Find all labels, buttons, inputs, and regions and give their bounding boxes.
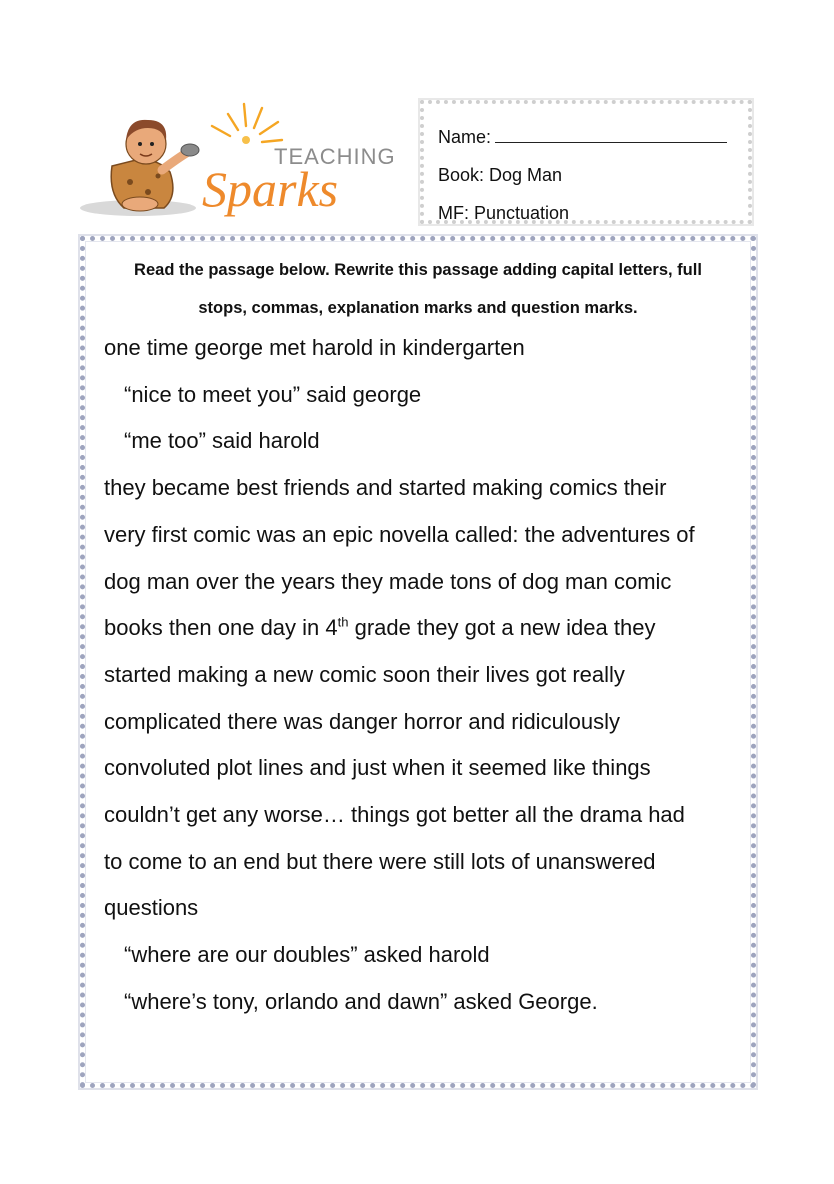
passage-line: “where’s tony, orlando and dawn” asked George. (124, 988, 598, 1014)
student-info-box (420, 100, 752, 224)
instructions-line-1: Read the passage below. Rewrite this passage adding capital letters, full (134, 261, 702, 279)
name-blank-line[interactable] (495, 126, 727, 143)
passage-line: started making a new comic soon their lives got really (104, 661, 625, 687)
name-row (438, 118, 748, 156)
passage-line: to come to an end but there were still lots of unanswered (104, 848, 656, 874)
instructions (85, 251, 751, 327)
passage-line: questions (104, 895, 199, 921)
passage-line (104, 605, 744, 652)
logo-teaching-text: TEACHING (274, 144, 396, 169)
book-label: Book: Dog Man (438, 165, 563, 185)
passage-line: dog man over the years they made tons of dog man comic (104, 568, 672, 594)
passage-text (104, 325, 744, 1026)
passage-box (80, 236, 756, 1088)
teaching-sparks-logo (78, 96, 398, 226)
logo-sparks-text: Sparks (202, 161, 339, 217)
mf-label: MF: Punctuation (438, 203, 570, 223)
superscript-th: th (337, 614, 349, 630)
name-label: Name: (438, 127, 492, 147)
passage-line: they became best friends and started making comics their (104, 475, 667, 501)
passage-line: “where are our doubles” asked harold (124, 942, 490, 968)
passage-line: one time george met harold in kindergarten (104, 335, 525, 360)
passage-line: couldn’t get any worse… things got better all the drama had (104, 802, 685, 828)
passage-line: complicated there was danger horror and ridiculously (104, 708, 621, 734)
passage-line: “me too” said harold (124, 428, 320, 454)
passage-line: very first comic was an epic novella called: the adventures of (104, 521, 695, 547)
passage-text-span: books then one day in 4 (104, 615, 338, 641)
caveman-logo-graphic (78, 96, 398, 226)
passage-text-span: grade they got a new idea they (348, 615, 656, 641)
passage-line: convoluted plot lines and just when it seemed like things (104, 755, 651, 781)
passage-line: “nice to meet you” said george (124, 381, 422, 407)
instructions-line-2: stops, commas, explanation marks and question marks. (198, 299, 638, 317)
